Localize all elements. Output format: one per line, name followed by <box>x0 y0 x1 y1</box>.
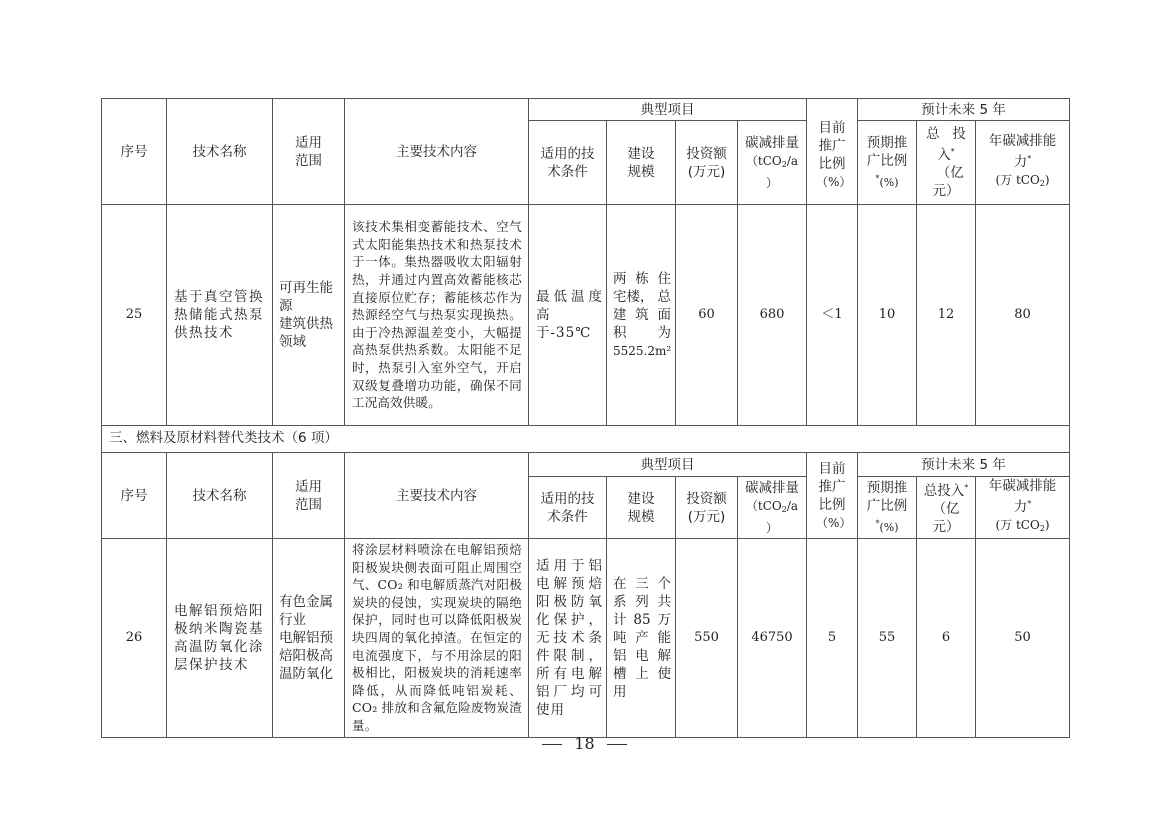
forecast-header: 预计未来 5 年 <box>858 453 1070 477</box>
col-current-ratio-header: 目前推广比例 （%） <box>807 453 858 539</box>
col-carbon-reduction-header: 碳减排量 （tCO$_2$/a ） <box>738 121 807 205</box>
row-tech-name: 电解铝预焙阳极纳米陶瓷基高温防氧化涂层保护技术 <box>167 539 273 738</box>
row-carbon-reduction: 680 <box>738 205 807 426</box>
col-seq-header: 序号 <box>102 453 167 539</box>
row-main-content: 该技术集相变蓄能技术、空气式太阳能集热技术和热泵技术于一体。集热器吸收太阳辐射热，并通过内置高效蓄能核芯直接原位贮存；蓄能核芯作为热源经空气与热泵实现换热。由于冷热源温差变小，大幅提高热泵供热系数。太阳能不足时，热泵引入室外空气，开启双级复叠增功功能，确保不同工况高效供暖。 <box>345 205 529 426</box>
section-title: 三、燃料及原材料替代类技术（6 项） <box>102 426 1070 453</box>
dash-left <box>542 744 562 745</box>
col-expected-ratio-header: 预期推 广比例 *(%) <box>858 477 917 539</box>
row-scope-line: 建筑供热领域 <box>279 316 333 350</box>
col-current-ratio-header: 目前推广比例 （%） <box>807 99 858 205</box>
page-number: 18 <box>0 734 1169 753</box>
col-scope-header: 适用范围 <box>273 453 345 539</box>
row-current-ratio: ＜1 <box>807 205 858 426</box>
col-tech-conditions-header: 适用的技术条件 <box>529 121 607 205</box>
row-main-content: 将涂层材料喷涂在电解铝预焙阳极炭块侧表面可阻止周围空气、CO₂ 和电解质蒸汽对阳极炭块的侵蚀，实现炭块的隔绝保护，同时也可以降低阳极炭块四周的氧化掉渣。在恒定的电流强度下，与不用涂层的阳极相比，阳极炭块的消耗速率降低，从而降低吨铝炭耗、CO₂ 排放和含氟危险废物炭渣量。 <box>345 539 529 738</box>
row-expected-ratio: 10 <box>858 205 917 426</box>
col-total-investment-header: 总投入* （亿 元） <box>917 477 976 539</box>
col-tech-name-header: 技术名称 <box>167 99 273 205</box>
col-scope-header: 适用范围 <box>273 99 345 205</box>
row-total-investment: 12 <box>917 205 976 426</box>
table-row <box>102 539 1070 738</box>
col-investment-header: 投资额 (万元) <box>676 477 738 539</box>
forecast-header: 预计未来 5 年 <box>858 99 1070 121</box>
row-scope <box>273 539 345 738</box>
col-annual-capacity-header: 年碳减排能 力* (万 tCO$_2$) <box>976 121 1070 205</box>
col-build-scale-header: 建设规模 <box>607 477 676 539</box>
row-carbon-reduction: 46750 <box>738 539 807 738</box>
row-build-scale: 两 栋 住 宅楼， 总 建 筑 面 积 为 5525.2m² <box>607 205 676 426</box>
technology-table-page <box>101 98 1068 738</box>
col-seq-header: 序号 <box>102 99 167 205</box>
row-scope-line: 电解铝预焙阳极高温防氧化 <box>279 629 333 682</box>
row-tech-conditions: 适用于铝电解预焙阳极防氧化保护，无技术条件限制，所有电解铝厂均可使用 <box>529 539 607 738</box>
header-row-top <box>102 99 1070 121</box>
col-expected-ratio-header: 预期推 广比例 *(%) <box>858 121 917 205</box>
col-annual-capacity-header: 年碳减排能 力* (万 tCO$_2$) <box>976 477 1070 539</box>
row-annual-capacity: 80 <box>976 205 1070 426</box>
typical-project-header: 典型项目 <box>529 99 807 121</box>
header-row-top <box>102 453 1070 477</box>
row-investment: 550 <box>676 539 738 738</box>
row-expected-ratio: 55 <box>858 539 917 738</box>
row-build-scale: 在 三 个 系 列 共 计 85 万 吨 产 能 铝 电 解 槽 上 使 用 <box>607 539 676 738</box>
col-tech-name-header: 技术名称 <box>167 453 273 539</box>
row-investment: 60 <box>676 205 738 426</box>
row-scope-line: 有色金属行业 <box>279 593 333 628</box>
row-tech-conditions: 最低温度高于-35℃ <box>529 205 607 426</box>
dash-right <box>607 744 627 745</box>
row-total-investment: 6 <box>917 539 976 738</box>
section-row <box>102 426 1070 453</box>
col-build-scale-header: 建设规模 <box>607 121 676 205</box>
row-scope-line: 可再生能源 <box>279 280 333 314</box>
col-tech-conditions-header: 适用的技术条件 <box>529 477 607 539</box>
col-main-content-header: 主要技术内容 <box>345 99 529 205</box>
col-investment-header: 投资额 (万元) <box>676 121 738 205</box>
row-current-ratio: 5 <box>807 539 858 738</box>
col-total-investment-header: 总 投 入* （亿 元） <box>917 121 976 205</box>
technology-table <box>101 98 1070 738</box>
col-carbon-reduction-header: 碳减排量 （tCO$_2$/a ） <box>738 477 807 539</box>
typical-project-header: 典型项目 <box>529 453 807 477</box>
table-row <box>102 205 1070 426</box>
row-tech-name: 基于真空管换热储能式热泵供热技术 <box>167 205 273 426</box>
row-scope <box>273 205 345 426</box>
row-seq: 26 <box>102 539 167 738</box>
row-annual-capacity: 50 <box>976 539 1070 738</box>
row-seq: 25 <box>102 205 167 426</box>
col-main-content-header: 主要技术内容 <box>345 453 529 539</box>
